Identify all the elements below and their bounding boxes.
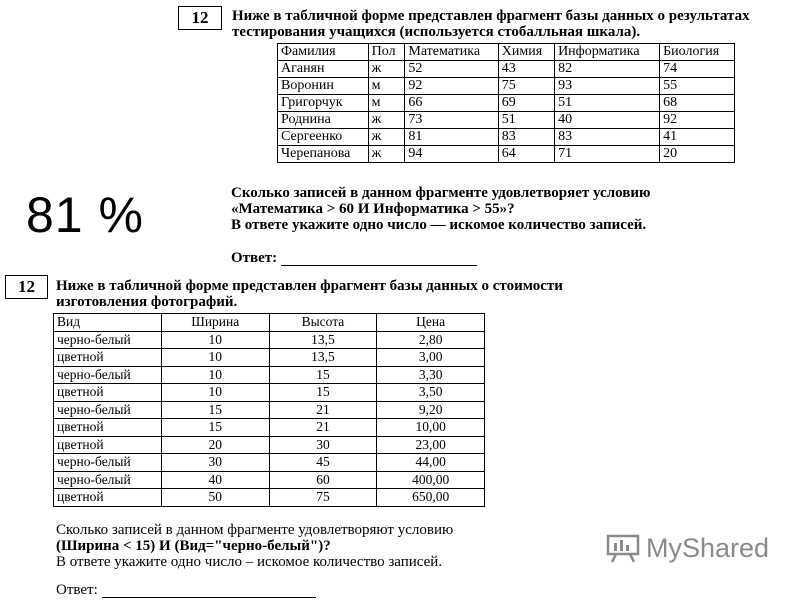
table-cell: 81 — [405, 129, 498, 146]
table-cell: Роднина — [278, 112, 369, 129]
table-cell: м — [368, 95, 405, 112]
table-cell: черно-белый — [54, 454, 162, 472]
table-row — [54, 436, 485, 454]
table-cell: 75 — [269, 489, 377, 507]
table-row — [54, 489, 485, 507]
table-cell: 21 — [269, 401, 377, 419]
table-cell: 93 — [555, 78, 660, 95]
table-row — [54, 331, 485, 349]
task1-number: 12 — [178, 6, 222, 30]
task2-col-price: Цена — [377, 314, 485, 332]
task1-answer-field[interactable] — [281, 251, 477, 266]
table-cell: 400,00 — [377, 471, 485, 489]
task2-question-line1: Сколько записей в данном фрагменте удовлетворяют условию — [56, 522, 454, 538]
task2-col-width: Ширина — [161, 314, 269, 332]
table-row — [278, 95, 735, 112]
table-row — [54, 471, 485, 489]
task1-col-surname: Фамилия — [278, 44, 369, 61]
table-cell: черно-белый — [54, 331, 162, 349]
task2-table-header — [54, 314, 485, 332]
table-cell: 52 — [405, 61, 498, 78]
task2-answer — [56, 582, 316, 598]
table-cell: 43 — [498, 61, 554, 78]
table-cell: 15 — [269, 384, 377, 402]
table-cell: 44,00 — [377, 454, 485, 472]
task1-col-math: Математика — [405, 44, 498, 61]
table-cell: Сергеенко — [278, 129, 369, 146]
task2-question — [56, 522, 453, 570]
table-cell: 10,00 — [377, 419, 485, 437]
table-row — [54, 454, 485, 472]
table-cell: 15 — [269, 366, 377, 384]
table-row — [278, 146, 735, 163]
task2-number: 12 — [5, 275, 48, 299]
table-cell: 40 — [555, 112, 660, 129]
table-cell: ж — [368, 61, 405, 78]
task1-question-line2: «Математика > 60 И Информатика > 55»? — [231, 201, 515, 217]
table-cell: 41 — [660, 129, 735, 146]
table-row — [278, 129, 735, 146]
table-cell: м — [368, 78, 405, 95]
task1-prompt-line2: тестирования учащихся (используется стобалльная шкала). — [232, 24, 641, 40]
table-row — [278, 112, 735, 129]
table-row — [54, 366, 485, 384]
table-cell: 75 — [498, 78, 554, 95]
table-cell: ж — [368, 146, 405, 163]
task1-table — [277, 43, 735, 163]
table-cell: 45 — [269, 454, 377, 472]
table-cell: черно-белый — [54, 366, 162, 384]
table-cell: 15 — [161, 401, 269, 419]
table-cell: 60 — [269, 471, 377, 489]
table-cell: 23,00 — [377, 436, 485, 454]
table-cell: 13,5 — [269, 331, 377, 349]
table-cell: 83 — [498, 129, 554, 146]
table-cell: 10 — [161, 366, 269, 384]
table-cell: 3,50 — [377, 384, 485, 402]
table-cell: 3,30 — [377, 366, 485, 384]
table-cell: Воронин — [278, 78, 369, 95]
task1-table-header — [278, 44, 735, 61]
table-cell: Григорчук — [278, 95, 369, 112]
table-cell: 21 — [269, 419, 377, 437]
watermark-text: MyShared — [646, 533, 770, 563]
table-cell: цветной — [54, 384, 162, 402]
table-cell: цветной — [54, 489, 162, 507]
table-cell: 40 — [161, 471, 269, 489]
table-cell: 10 — [161, 349, 269, 367]
table-cell: ж — [368, 129, 405, 146]
table-cell: 650,00 — [377, 489, 485, 507]
task2-table — [53, 313, 485, 507]
presentation-board-icon — [606, 534, 640, 564]
table-cell: 20 — [660, 146, 735, 163]
task2-col-kind: Вид — [54, 314, 162, 332]
task1-answer-label: Ответ: — [231, 250, 278, 266]
table-cell: Аганян — [278, 61, 369, 78]
task1-col-bio: Биология — [660, 44, 735, 61]
table-cell: 82 — [555, 61, 660, 78]
task2-prompt — [56, 278, 563, 310]
task1-question — [231, 185, 650, 233]
task1-question-line1: Сколько записей в данном фрагменте удовлетворяет условию — [231, 185, 651, 201]
task2-col-height: Высота — [269, 314, 377, 332]
table-cell: 50 — [161, 489, 269, 507]
table-cell: 92 — [660, 112, 735, 129]
task2-answer-label: Ответ: — [56, 582, 98, 598]
table-cell: 51 — [498, 112, 554, 129]
table-cell: 66 — [405, 95, 498, 112]
table-row — [54, 401, 485, 419]
table-cell: цветной — [54, 349, 162, 367]
table-cell: 2,80 — [377, 331, 485, 349]
table-row — [54, 384, 485, 402]
table-cell: 10 — [161, 331, 269, 349]
table-cell: 51 — [555, 95, 660, 112]
task1-col-gender: Пол — [368, 44, 405, 61]
table-cell: 3,00 — [377, 349, 485, 367]
table-cell: 64 — [498, 146, 554, 163]
table-cell: 30 — [269, 436, 377, 454]
task2-answer-field[interactable] — [102, 583, 316, 598]
table-cell: 92 — [405, 78, 498, 95]
task2-question-line2: (Ширина < 15) И (Вид="черно-белый")? — [56, 538, 331, 554]
percent-overlay: 81 % — [26, 187, 144, 243]
table-cell: цветной — [54, 436, 162, 454]
task1-answer — [231, 250, 477, 266]
table-cell: 13,5 — [269, 349, 377, 367]
table-cell: 10 — [161, 384, 269, 402]
table-cell: 30 — [161, 454, 269, 472]
table-row — [278, 61, 735, 78]
table-cell: 74 — [660, 61, 735, 78]
table-cell: 68 — [660, 95, 735, 112]
task1-prompt — [232, 8, 750, 40]
table-row — [54, 419, 485, 437]
table-cell: ж — [368, 112, 405, 129]
table-row — [278, 78, 735, 95]
table-cell: 20 — [161, 436, 269, 454]
table-cell: 73 — [405, 112, 498, 129]
table-cell: 9,20 — [377, 401, 485, 419]
watermark-logo — [606, 533, 769, 564]
table-cell: 69 — [498, 95, 554, 112]
table-cell: черно-белый — [54, 401, 162, 419]
table-cell: 55 — [660, 78, 735, 95]
table-cell: 94 — [405, 146, 498, 163]
task1-col-cs: Информатика — [555, 44, 660, 61]
task2-question-line3: В ответе укажите одно число – искомое количество записей. — [56, 554, 443, 570]
table-cell: Черепанова — [278, 146, 369, 163]
table-cell: черно-белый — [54, 471, 162, 489]
table-row — [54, 349, 485, 367]
task1-col-chem: Химия — [498, 44, 554, 61]
table-cell: цветной — [54, 419, 162, 437]
task1-prompt-line1: Ниже в табличной форме представлен фрагмент базы данных о результатах — [232, 8, 750, 24]
task2-prompt-line2: изготовления фотографий. — [56, 294, 238, 310]
table-cell: 71 — [555, 146, 660, 163]
task1-question-line3: В ответе укажите одно число — искомое количество записей. — [231, 217, 647, 233]
table-cell: 15 — [161, 419, 269, 437]
task2-prompt-line1: Ниже в табличной форме представлен фрагмент базы данных о стоимости — [56, 278, 563, 294]
table-cell: 83 — [555, 129, 660, 146]
